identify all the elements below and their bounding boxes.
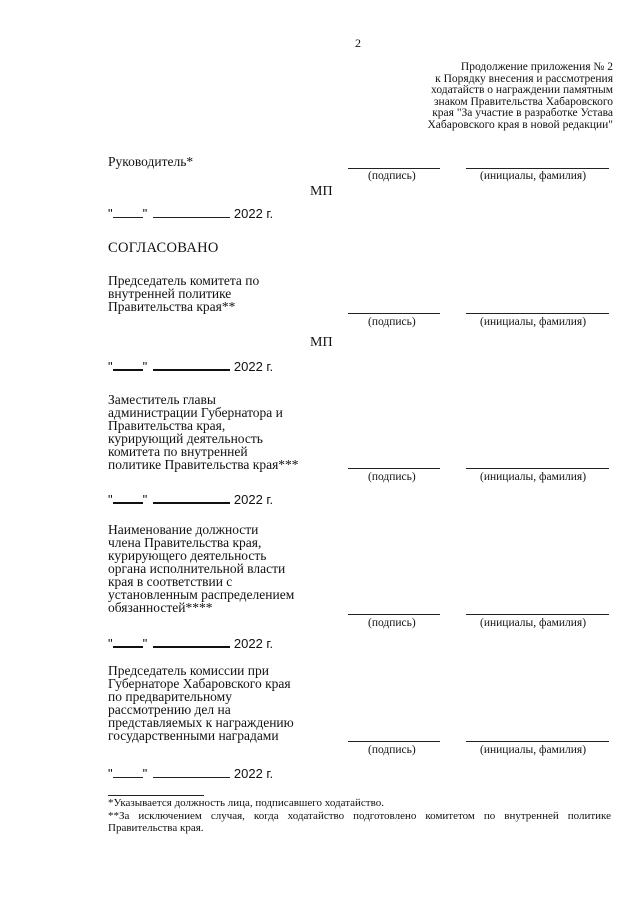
date-year: 2022 г. xyxy=(233,359,274,374)
initials-caption: (инициалы, фамилия) xyxy=(480,744,587,756)
signature-line xyxy=(348,468,440,469)
date-line xyxy=(108,766,273,781)
date-line xyxy=(108,636,273,651)
date-open-quote: " xyxy=(108,636,113,651)
appendix-header xyxy=(353,62,613,131)
day-blank xyxy=(113,207,143,218)
appendix-header-line: знаком Правительства Хабаровского xyxy=(434,95,613,108)
initials-line xyxy=(466,468,609,469)
stamp-label: МП xyxy=(310,335,333,350)
month-blank xyxy=(153,636,230,648)
day-blank xyxy=(113,636,143,648)
appendix-header-line: к Порядку внесения и рассмотрения xyxy=(435,72,613,85)
signature-line xyxy=(348,741,440,742)
approved-heading: СОГЛАСОВАНО xyxy=(108,240,219,256)
position-line: Наименование должности xyxy=(108,522,259,537)
day-blank xyxy=(113,767,143,778)
signature-caption: (подпись) xyxy=(368,744,416,756)
position-line: обязанностей**** xyxy=(108,600,213,615)
signatory-position xyxy=(108,664,338,742)
position-line: по предварительному xyxy=(108,689,232,704)
date-year: 2022 г. xyxy=(233,766,274,781)
appendix-header-line: края "За участие в разработке Устава xyxy=(432,107,613,119)
signatory-position xyxy=(108,274,338,313)
position-line: Заместитель главы xyxy=(108,392,216,407)
initials-caption: (инициалы, фамилия) xyxy=(480,170,587,182)
signature-caption: (подпись) xyxy=(368,316,416,328)
signature-line xyxy=(348,168,440,169)
date-year: 2022 г. xyxy=(233,206,274,221)
date-open-quote: " xyxy=(108,206,113,221)
date-close-quote: " xyxy=(142,492,148,507)
footnote-divider xyxy=(108,795,204,796)
stamp-label: МП xyxy=(310,184,333,199)
date-year: 2022 г. xyxy=(233,492,274,507)
date-close-quote: " xyxy=(142,359,148,374)
position-line: края в соответствии с xyxy=(108,574,233,589)
date-open-quote: " xyxy=(108,359,113,374)
head-of-org-label: Руководитель* xyxy=(108,154,194,169)
initials-caption: (инициалы, фамилия) xyxy=(480,471,587,483)
date-close-quote: " xyxy=(142,636,148,651)
position-line: администрации Губернатора и xyxy=(108,405,283,420)
month-blank xyxy=(153,207,230,218)
date-open-quote: " xyxy=(108,492,113,507)
position-line: Правительства края** xyxy=(108,299,236,314)
initials-line xyxy=(466,741,609,742)
initials-line xyxy=(466,313,609,314)
signature-caption: (подпись) xyxy=(368,617,416,629)
date-line xyxy=(108,492,273,507)
initials-caption: (инициалы, фамилия) xyxy=(480,316,587,328)
date-line xyxy=(108,206,273,221)
position-line: органа исполнительной власти xyxy=(108,561,286,576)
position-line: установленным распределением xyxy=(108,587,295,602)
date-open-quote: " xyxy=(108,766,113,781)
signature-line xyxy=(348,614,440,615)
day-blank xyxy=(113,359,143,371)
signatory-position xyxy=(108,523,338,614)
footnote-2: **За исключением случая, когда ходатайство подготовлено комитетом по внутренней политике Правительства края. xyxy=(108,810,611,834)
position-line: Председатель комитета по xyxy=(108,273,260,288)
position-line: Правительства края, xyxy=(108,418,226,433)
appendix-header-line: Продолжение приложения № 2 xyxy=(460,61,613,73)
initials-line xyxy=(466,614,609,615)
position-line: политике Правительства края*** xyxy=(108,457,299,472)
signature-caption: (подпись) xyxy=(368,170,416,182)
position-line: члена Правительства края, xyxy=(108,535,262,550)
position-line: Председатель комиссии при xyxy=(108,663,269,678)
signature-line xyxy=(348,313,440,314)
initials-line xyxy=(466,168,609,169)
position-line: представляемых к награждению xyxy=(108,715,294,730)
footnote-1: *Указывается должность лица, подписавшего ходатайство. xyxy=(108,797,384,809)
position-line: государственными наградами xyxy=(108,728,279,743)
initials-caption: (инициалы, фамилия) xyxy=(480,617,587,629)
position-line: курирующий деятельность xyxy=(108,431,263,446)
month-blank xyxy=(153,359,230,371)
date-year: 2022 г. xyxy=(233,636,274,651)
signature-caption: (подпись) xyxy=(368,471,416,483)
signatory-position xyxy=(108,393,338,471)
position-line: комитета по внутренней xyxy=(108,444,248,459)
appendix-header-line: ходатайств о награждении памятным xyxy=(431,84,613,96)
position-line: внутренней политике xyxy=(108,286,232,301)
date-close-quote: " xyxy=(142,766,148,781)
appendix-header-line: Хабаровского края в новой редакции" xyxy=(427,118,613,131)
page-number: 2 xyxy=(355,36,361,50)
position-line: Губернаторе Хабаровского края xyxy=(108,676,291,691)
position-line: рассмотрению дел на xyxy=(108,702,231,717)
date-close-quote: " xyxy=(142,206,148,221)
date-line xyxy=(108,359,273,374)
month-blank xyxy=(153,767,230,778)
day-blank xyxy=(113,492,143,504)
position-line: курирующего деятельность xyxy=(108,548,267,563)
month-blank xyxy=(153,492,230,504)
